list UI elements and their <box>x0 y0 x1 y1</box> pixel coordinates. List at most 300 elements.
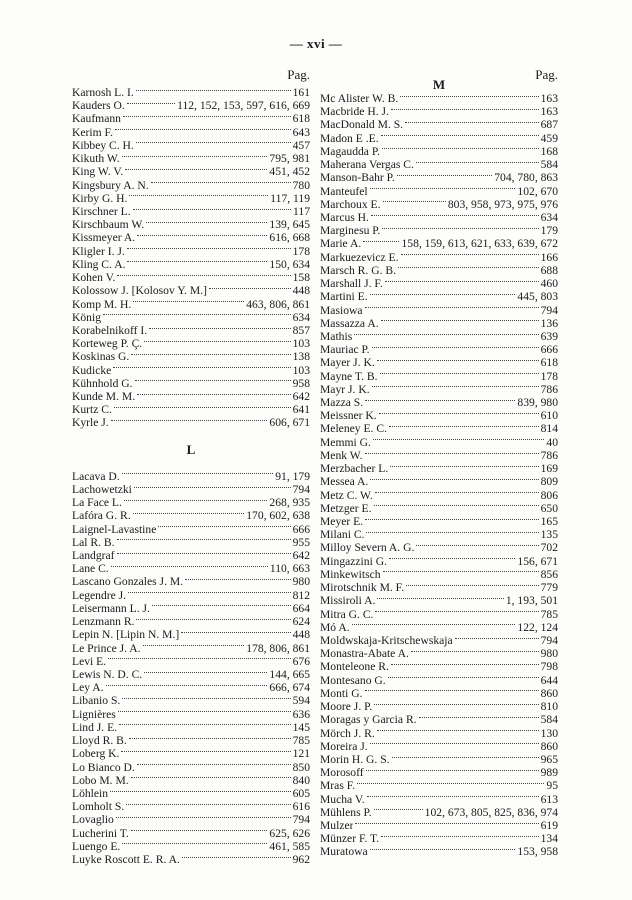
index-entry <box>72 549 310 562</box>
entry-name: Macbride H. J. <box>320 105 389 119</box>
index-entry <box>72 245 310 258</box>
dot-leader <box>129 737 291 739</box>
dot-leader <box>370 478 538 480</box>
index-entry <box>72 152 310 165</box>
index-entry <box>72 390 310 403</box>
dot-leader <box>390 465 538 467</box>
index-entry-list <box>72 470 310 867</box>
entry-pages: 102, 673, 805, 825, 836, 974 <box>424 805 558 819</box>
entry-pages: 666, 674 <box>269 681 310 695</box>
dot-leader <box>116 816 291 818</box>
dot-leader <box>131 353 290 355</box>
index-entry <box>320 845 558 858</box>
entry-pages: 962 <box>292 853 310 867</box>
entry-name: Marcus H. <box>320 210 369 224</box>
index-entry <box>320 185 558 198</box>
entry-pages: 666 <box>292 522 310 536</box>
entry-pages: 103 <box>292 363 310 377</box>
index-entry <box>320 92 558 105</box>
entry-name: Mulzer <box>320 819 354 833</box>
entry-pages: 91, 179 <box>275 469 310 483</box>
index-entry <box>72 139 310 152</box>
entry-name: Kühnhold G. <box>72 376 133 390</box>
entry-pages: 634 <box>292 310 310 324</box>
entry-pages: 112, 152, 153, 597, 616, 669 <box>177 99 310 113</box>
entry-pages: 138 <box>292 350 310 364</box>
entry-name: Moragas y Garcia R. <box>320 713 417 727</box>
entry-name: La Face L. <box>72 496 122 510</box>
entry-pages: 641 <box>292 403 310 417</box>
index-entry <box>320 343 558 356</box>
dot-leader <box>123 115 291 117</box>
entry-pages: 166 <box>540 250 558 264</box>
index-entry <box>72 800 310 813</box>
index-entry <box>72 721 310 734</box>
entry-pages: 461, 585 <box>269 839 310 853</box>
entry-name: Kerim F. <box>72 125 113 139</box>
entry-pages: 850 <box>292 760 310 774</box>
index-entry <box>320 806 558 819</box>
right-sections <box>320 78 558 859</box>
entry-name: Missiroli A. <box>320 594 376 608</box>
entry-name: Mitra G. C. <box>320 607 374 621</box>
page-number-header: — xvi — <box>289 36 343 51</box>
index-entry <box>320 145 558 158</box>
entry-pages: 980 <box>540 647 558 661</box>
index-entry <box>320 383 558 396</box>
dot-leader <box>374 504 539 506</box>
index-entry <box>72 403 310 416</box>
index-entry <box>72 787 310 800</box>
entry-pages: 618 <box>540 356 558 370</box>
entry-pages: 794 <box>292 482 310 496</box>
pag-label-right: Pag. <box>535 67 558 82</box>
entry-pages: 121 <box>292 747 310 761</box>
entry-name: Libanio S. <box>72 694 121 708</box>
dot-leader <box>137 234 267 236</box>
index-entry <box>72 575 310 588</box>
dot-leader <box>133 208 291 210</box>
entry-pages: 840 <box>292 773 310 787</box>
dot-leader <box>111 565 268 567</box>
index-entry <box>320 264 558 277</box>
dot-leader <box>380 372 539 374</box>
dot-leader <box>125 168 267 170</box>
entry-pages: 134 <box>540 832 558 846</box>
dot-leader <box>370 187 516 189</box>
dot-leader <box>144 671 267 673</box>
entry-name: Lachowetzki <box>72 482 132 496</box>
entry-pages: 40 <box>546 435 558 449</box>
dot-leader <box>381 319 539 321</box>
dot-leader <box>152 604 291 606</box>
dot-leader <box>355 822 538 824</box>
dot-leader <box>108 657 290 659</box>
entry-name: Meleney E. C. <box>320 422 387 436</box>
entry-pages: 451, 452 <box>269 165 310 179</box>
entry-name: Korabelnikoff I. <box>72 323 148 337</box>
entry-pages: 619 <box>540 819 558 833</box>
section-letter-heading: M <box>432 77 446 92</box>
index-entry <box>320 766 558 779</box>
index-entry <box>72 840 310 853</box>
index-entry <box>72 813 310 826</box>
index-entry <box>320 304 558 317</box>
entry-pages: 794 <box>540 633 558 647</box>
entry-name: Mirotschnik M. F. <box>320 581 405 595</box>
dot-leader <box>383 200 446 202</box>
entry-pages: 178, 806, 861 <box>246 641 310 655</box>
dot-leader <box>370 293 516 295</box>
index-entry <box>72 298 310 311</box>
entry-pages: 795, 981 <box>269 152 310 166</box>
entry-pages: 794 <box>540 303 558 317</box>
entry-name: Mayer J. K. <box>320 356 375 370</box>
entry-name: Legendre J. <box>72 588 127 602</box>
dot-leader <box>128 591 291 593</box>
dot-leader <box>136 618 290 620</box>
entry-pages: 178 <box>292 244 310 258</box>
index-entry <box>72 99 310 112</box>
entry-name: Monteleone R. <box>320 660 389 674</box>
index-entry <box>72 734 310 747</box>
dot-leader <box>381 134 539 136</box>
entry-name: Lovaglio <box>72 813 114 827</box>
entry-name: Luyke Roscott E. R. A. <box>72 853 180 867</box>
entry-name: Montesano G. <box>320 673 386 687</box>
entry-name: Lacava D. <box>72 469 120 483</box>
entry-pages: 605 <box>292 786 310 800</box>
entry-pages: 445, 803 <box>517 290 558 304</box>
dot-leader <box>416 161 539 163</box>
index-entry <box>320 793 558 806</box>
index-entry <box>72 761 310 774</box>
pag-label-left: Pag. <box>287 67 310 82</box>
entry-pages: 636 <box>292 707 310 721</box>
index-entry <box>72 483 310 496</box>
index-entry <box>320 568 558 581</box>
dot-leader <box>377 597 503 599</box>
dot-leader <box>144 340 290 342</box>
entry-name: Marshall J. F. <box>320 277 383 291</box>
index-entry <box>72 350 310 363</box>
right-index-column <box>320 64 558 859</box>
dot-leader <box>111 419 268 421</box>
index-entry <box>72 179 310 192</box>
index-entry <box>72 536 310 549</box>
dot-leader <box>357 782 544 784</box>
index-entry <box>320 515 558 528</box>
dot-leader <box>375 491 539 493</box>
entry-name: Moreira J. <box>320 739 368 753</box>
entry-pages: 965 <box>540 752 558 766</box>
entry-name: Mras F. <box>320 779 356 793</box>
dot-leader <box>185 578 291 580</box>
entry-name: Kirschner L. <box>72 204 131 218</box>
index-entry <box>320 277 558 290</box>
index-entry <box>72 615 310 628</box>
dot-leader <box>114 406 291 408</box>
dot-leader <box>419 716 539 718</box>
index-entry <box>320 740 558 753</box>
entry-name: Kaufmann <box>72 112 121 126</box>
entry-pages: 794 <box>292 813 310 827</box>
dot-leader <box>365 452 539 454</box>
entry-pages: 610 <box>540 409 558 423</box>
index-entry <box>72 364 310 377</box>
entry-pages: 857 <box>292 323 310 337</box>
dot-leader <box>381 835 538 837</box>
dot-leader <box>400 95 538 97</box>
entry-pages: 1, 193, 501 <box>505 594 558 608</box>
index-entry <box>320 832 558 845</box>
left-index-column <box>72 64 310 866</box>
entry-name: Messea A. <box>320 475 369 489</box>
dot-leader <box>382 227 538 229</box>
entry-pages: 780 <box>292 178 310 192</box>
entry-name: Lewis N. D. C. <box>72 667 143 681</box>
entry-name: Muratowa <box>320 845 368 859</box>
index-entry <box>320 555 558 568</box>
entry-pages: 624 <box>292 615 310 629</box>
entry-pages: 150, 634 <box>269 257 310 271</box>
dot-leader <box>455 637 539 639</box>
index-entry <box>320 779 558 792</box>
entry-name: Massazza A. <box>320 316 379 330</box>
dot-leader <box>372 346 539 348</box>
entry-name: Kirschbaum W. <box>72 218 145 232</box>
index-entry <box>320 647 558 660</box>
entry-name: Milloy Severn A. G. <box>320 541 415 555</box>
dot-leader <box>377 359 539 361</box>
entry-name: Metz C. W. <box>320 488 373 502</box>
dot-leader <box>146 221 267 223</box>
entry-name: MacDonald M. S. <box>320 118 404 132</box>
dot-leader <box>106 684 268 686</box>
entry-pages: 664 <box>292 601 310 615</box>
dot-leader <box>113 366 290 368</box>
dot-leader <box>117 274 290 276</box>
dot-leader <box>411 650 539 652</box>
dot-leader <box>385 280 539 282</box>
dot-leader <box>370 742 539 744</box>
entry-pages: 634 <box>540 210 558 224</box>
entry-pages: 163 <box>540 105 558 119</box>
index-entry <box>320 330 558 343</box>
entry-name: Lascano Gonzales J. M. <box>72 575 184 589</box>
index-entry <box>320 660 558 673</box>
entry-pages: 165 <box>540 515 558 528</box>
entry-name: Karnosh L. I. <box>72 86 134 99</box>
entry-pages: 786 <box>540 448 558 462</box>
dot-leader <box>103 313 291 315</box>
index-entry <box>72 284 310 297</box>
entry-name: Manson-Bahr P. <box>320 171 395 185</box>
entry-pages: 95 <box>546 779 558 793</box>
entry-pages: 642 <box>292 390 310 404</box>
entry-pages: 676 <box>292 654 310 668</box>
dot-leader <box>383 570 539 572</box>
entry-name: Meyer E. <box>320 515 364 528</box>
dot-leader <box>127 247 291 249</box>
dot-leader <box>371 214 539 216</box>
entry-name: Lal R. B. <box>72 535 115 549</box>
dot-leader <box>363 240 399 242</box>
index-entry <box>320 251 558 264</box>
dot-leader <box>118 710 291 712</box>
entry-pages: 144, 665 <box>269 667 310 681</box>
entry-name: Kauders O. <box>72 99 125 113</box>
entry-pages: 839, 980 <box>517 396 558 410</box>
dot-leader <box>372 385 539 387</box>
entry-name: Moldwskaja-Kritschewskaja <box>320 633 453 647</box>
entry-name: Mingazzini G. <box>320 554 387 568</box>
entry-name: Lloyd R. B. <box>72 734 127 748</box>
entry-name: Lafóra G. R. <box>72 509 131 523</box>
entry-name: Morin H. G. S. <box>320 752 390 766</box>
entry-name: Monti G. <box>320 686 363 700</box>
entry-name: Korteweg P. Ç. <box>72 337 143 351</box>
entry-pages: 103 <box>292 337 310 351</box>
dot-leader <box>365 306 539 308</box>
entry-name: Lucherini T. <box>72 826 129 840</box>
entry-pages: 687 <box>540 118 558 132</box>
entry-pages: 702 <box>540 541 558 555</box>
entry-name: Merzbacher L. <box>320 462 389 476</box>
entry-name: Marginesu P. <box>320 224 381 238</box>
dot-leader <box>405 121 539 123</box>
entry-pages: 448 <box>292 628 310 642</box>
entry-pages: 161 <box>292 86 310 99</box>
entry-pages: 110, 663 <box>269 562 310 576</box>
entry-pages: 642 <box>292 549 310 562</box>
index-entry <box>320 171 558 184</box>
entry-pages: 158, 159, 613, 621, 633, 639, 672 <box>401 237 558 251</box>
index-entry <box>72 602 310 615</box>
entry-pages: 170, 602, 638 <box>246 509 310 523</box>
entry-pages: 145 <box>292 720 310 734</box>
index-entry <box>320 237 558 250</box>
entry-pages: 130 <box>540 726 558 740</box>
entry-name: Landgraf <box>72 549 115 562</box>
entry-name: Mörch J. R. <box>320 726 375 740</box>
dot-leader <box>158 525 290 527</box>
dot-leader <box>127 102 175 104</box>
entry-name: Lind J. E. <box>72 720 118 734</box>
index-entry <box>320 158 558 171</box>
entry-pages: 798 <box>540 660 558 674</box>
entry-name: Minkewitsch <box>320 567 381 581</box>
index-entry <box>72 509 310 522</box>
entry-pages: 860 <box>540 686 558 700</box>
index-entry <box>72 694 310 707</box>
entry-pages: 786 <box>540 382 558 396</box>
index-entry <box>320 409 558 422</box>
entry-name: Mauriac P. <box>320 343 370 357</box>
entry-pages: 606, 671 <box>269 416 310 430</box>
entry-pages: 644 <box>540 673 558 687</box>
entry-name: Marchoux E. <box>320 197 381 211</box>
index-entry <box>320 713 558 726</box>
index-entry <box>72 192 310 205</box>
entry-pages: 168 <box>540 144 558 158</box>
entry-name: Kirby G. H. <box>72 191 128 205</box>
entry-name: Masiowa <box>320 303 363 317</box>
index-entry <box>320 422 558 435</box>
index-entry <box>72 708 310 721</box>
entry-name: Mathis <box>320 329 353 343</box>
section-letter-heading: L <box>186 441 196 457</box>
entry-pages: 618 <box>292 112 310 126</box>
index-entry <box>320 502 558 515</box>
entry-name: Mayne T. B. <box>320 369 378 383</box>
entry-pages: 688 <box>540 263 558 277</box>
entry-pages: 178 <box>540 369 558 383</box>
index-entry <box>72 126 310 139</box>
entry-pages: 785 <box>292 734 310 748</box>
index-entry <box>320 370 558 383</box>
entry-name: Magaudda P. <box>320 144 380 158</box>
entry-pages: 650 <box>540 501 558 515</box>
dot-leader <box>119 723 291 725</box>
entry-name: Laignel-Lavastine <box>72 522 157 536</box>
index-entry <box>72 523 310 536</box>
dot-leader <box>136 141 291 143</box>
index-entry <box>72 165 310 178</box>
entry-pages: 156, 671 <box>517 554 558 568</box>
dot-leader <box>126 803 290 805</box>
index-entry <box>72 655 310 668</box>
dot-leader <box>149 327 290 329</box>
index-entry <box>72 853 310 866</box>
entry-pages: 448 <box>292 284 310 298</box>
dot-leader <box>389 425 539 427</box>
entry-name: Kudicke <box>72 363 112 377</box>
entry-name: Kyrle J. <box>72 416 109 430</box>
entry-pages: 856 <box>540 567 558 581</box>
index-entry <box>72 747 310 760</box>
entry-name: Lobo M. M. <box>72 773 129 787</box>
entry-name: Morosoff <box>320 766 364 780</box>
entry-pages: 163 <box>540 92 558 105</box>
entry-name: Le Prince J. A. <box>72 641 141 655</box>
entry-name: Mó A. <box>320 620 350 634</box>
entry-name: Mucha V. <box>320 792 365 806</box>
entry-name: Markuezevicz E. <box>320 250 399 264</box>
dot-leader <box>354 333 538 335</box>
dot-leader <box>398 266 539 268</box>
entry-name: Metzger E. <box>320 501 372 515</box>
entry-name: Kling C. A. <box>72 257 126 271</box>
entry-pages: 122, 124 <box>517 620 558 634</box>
dot-leader <box>375 610 538 612</box>
entry-pages: 179 <box>540 224 558 238</box>
dot-leader <box>373 438 545 440</box>
dot-leader <box>352 623 516 625</box>
entry-name: Memmi G. <box>320 435 371 449</box>
entry-pages: 860 <box>540 739 558 753</box>
index-entry <box>320 105 558 118</box>
dot-leader <box>129 194 268 196</box>
dot-leader <box>382 147 539 149</box>
index-entry <box>320 356 558 369</box>
entry-pages: 616 <box>292 800 310 814</box>
index-entry <box>320 396 558 409</box>
entry-name: Kohen V. <box>72 271 116 285</box>
entry-name: Lane C. <box>72 562 109 576</box>
entry-name: Madon E .E. <box>320 131 379 145</box>
index-entry <box>72 774 310 787</box>
